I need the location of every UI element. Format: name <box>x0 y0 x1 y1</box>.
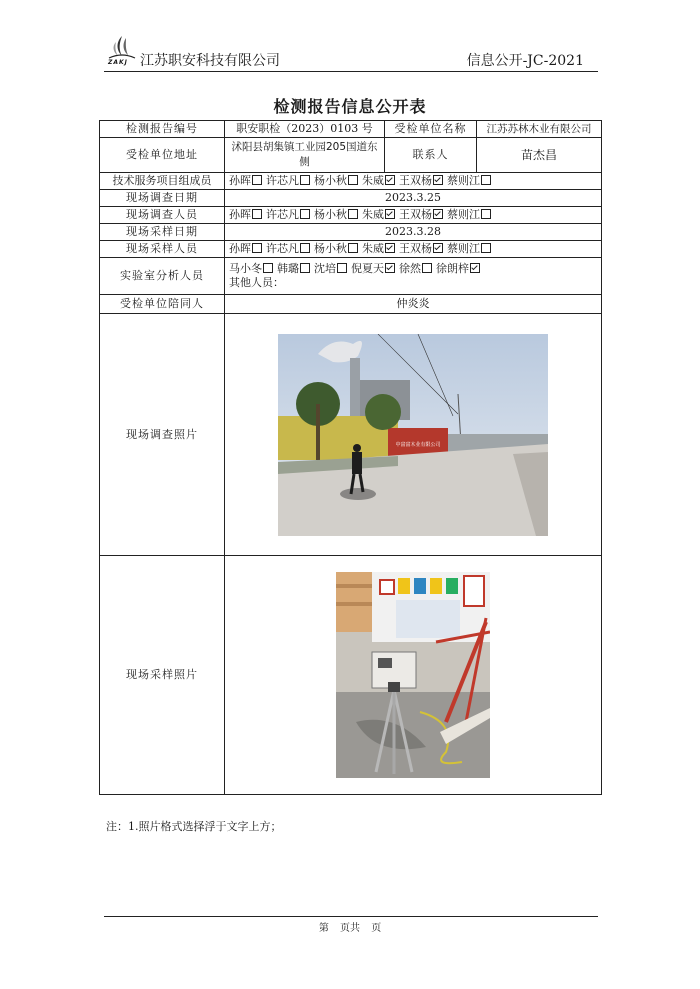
value-report-no: 职安职检（2023）0103 号 <box>225 121 385 138</box>
member-entry <box>229 208 262 221</box>
member-entry <box>266 174 310 187</box>
row-sampling-date <box>100 224 602 241</box>
member-name: 蔡则江 <box>447 242 480 255</box>
footer-page-unit: 页共 <box>340 923 360 934</box>
member-name: 马小冬 <box>229 262 262 275</box>
row-survey-photo <box>100 314 602 556</box>
value-escort: 仲炎炎 <box>225 295 602 314</box>
label-tech-team: 技术服务项目组成员 <box>100 173 225 190</box>
checkbox-empty-icon <box>300 175 310 185</box>
label-lab-staff: 实验室分析人员 <box>100 258 225 295</box>
checkbox-empty-icon <box>252 243 262 253</box>
member-entry <box>436 262 480 275</box>
label-escort: 受检单位陪同人 <box>100 295 225 314</box>
survey-photo <box>278 334 548 536</box>
checkbox-empty-icon <box>300 209 310 219</box>
footer-total-unit: 页 <box>371 923 382 934</box>
checkbox-empty-icon <box>348 243 358 253</box>
checkbox-empty-icon <box>348 209 358 219</box>
lab-staff-cell <box>225 258 602 295</box>
row-report-no <box>100 121 602 138</box>
survey-photo-cell <box>225 314 602 556</box>
checkbox-checked-icon <box>433 209 443 219</box>
page-title: 检测报告信息公开表 <box>273 97 427 116</box>
member-name: 许芯凡 <box>266 208 299 221</box>
checkbox-empty-icon <box>263 263 273 273</box>
row-survey-date <box>100 190 602 207</box>
member-name: 杨小秋 <box>314 242 347 255</box>
member-name: 杨小秋 <box>314 174 347 187</box>
member-entry <box>399 208 443 221</box>
page-footer <box>0 919 700 934</box>
tech-team-members <box>225 173 602 190</box>
sampling-photo-cell <box>225 556 602 795</box>
member-entry <box>447 208 491 221</box>
row-lab-staff <box>100 258 602 295</box>
member-name: 徐朗梓 <box>436 262 469 275</box>
member-name: 蔡则江 <box>447 174 480 187</box>
member-entry <box>314 242 358 255</box>
member-entry <box>399 262 432 275</box>
member-name: 孙晖 <box>229 208 251 221</box>
footer-divider <box>104 916 598 917</box>
checkbox-empty-icon <box>481 209 491 219</box>
checkbox-checked-icon <box>470 263 480 273</box>
member-name: 徐然 <box>399 262 421 275</box>
member-name: 孙晖 <box>229 242 251 255</box>
document-code: 信息公开-JC-2021 <box>466 53 584 69</box>
member-name: 蔡则江 <box>447 208 480 221</box>
member-entry <box>314 174 358 187</box>
member-entry <box>314 208 358 221</box>
sampling-photo <box>336 572 490 778</box>
label-report-no: 检测报告编号 <box>100 121 225 138</box>
checkbox-empty-icon <box>348 175 358 185</box>
member-name: 朱威 <box>362 242 384 255</box>
value-contact: 苗杰昌 <box>477 138 602 173</box>
member-entry <box>229 174 262 187</box>
row-escort <box>100 295 602 314</box>
label-sampling-date: 现场采样日期 <box>100 224 225 241</box>
label-sampling-photo: 现场采样照片 <box>100 556 225 795</box>
member-entry <box>447 174 491 187</box>
member-entry <box>229 262 273 275</box>
member-name: 韩璐 <box>277 262 299 275</box>
checkbox-checked-icon <box>385 263 395 273</box>
row-sampling-staff <box>100 241 602 258</box>
member-entry <box>314 262 347 275</box>
checkbox-checked-icon <box>433 175 443 185</box>
member-entry <box>362 208 395 221</box>
row-sampling-photo <box>100 556 602 795</box>
label-address: 受检单位地址 <box>100 138 225 173</box>
member-name: 孙晖 <box>229 174 251 187</box>
member-name: 王双杨 <box>399 242 432 255</box>
factory-sign-text: 中富富木业有限公司 <box>395 441 441 448</box>
label-contact: 联系人 <box>385 138 477 173</box>
checkbox-empty-icon <box>481 175 491 185</box>
member-name: 王双杨 <box>399 174 432 187</box>
company-name: 江苏职安科技有限公司 <box>140 53 280 69</box>
report-table <box>99 120 602 795</box>
row-tech-team <box>100 173 602 190</box>
checkbox-empty-icon <box>481 243 491 253</box>
page-header <box>104 32 598 72</box>
survey-staff-members <box>225 207 602 224</box>
footnote: 注：1.照片格式选择浮于文字上方； <box>106 820 282 833</box>
checkbox-checked-icon <box>385 209 395 219</box>
checkbox-checked-icon <box>433 243 443 253</box>
label-survey-date: 现场调查日期 <box>100 190 225 207</box>
checkbox-checked-icon <box>385 175 395 185</box>
member-entry <box>362 174 395 187</box>
checkbox-empty-icon <box>337 263 347 273</box>
member-name: 许芯凡 <box>266 174 299 187</box>
header-divider <box>104 71 598 72</box>
member-entry <box>266 242 310 255</box>
label-survey-photo: 现场调查照片 <box>100 314 225 556</box>
member-name: 倪夏天 <box>351 262 384 275</box>
member-entry <box>266 208 310 221</box>
row-address <box>100 138 602 173</box>
label-survey-staff: 现场调查人员 <box>100 207 225 224</box>
label-unit-name: 受检单位名称 <box>385 121 477 138</box>
logo-text: ZAKJ <box>108 59 128 66</box>
checkbox-empty-icon <box>300 243 310 253</box>
lab-other-staff: 其他人员： <box>229 276 284 289</box>
value-address: 沭阳县胡集镇工业园205国道东侧 <box>225 138 385 173</box>
member-entry <box>351 262 395 275</box>
checkbox-empty-icon <box>252 209 262 219</box>
member-name: 朱威 <box>362 174 384 187</box>
label-sampling-staff: 现场采样人员 <box>100 241 225 258</box>
footer-page-label: 第 <box>318 923 329 934</box>
value-unit-name: 江苏苏林木业有限公司 <box>477 121 602 138</box>
lab-staff-members <box>229 262 597 276</box>
member-name: 朱威 <box>362 208 384 221</box>
member-entry <box>277 262 310 275</box>
member-entry <box>362 242 395 255</box>
value-survey-date: 2023.3.25 <box>225 190 602 207</box>
sampling-staff-members <box>225 241 602 258</box>
member-name: 王双杨 <box>399 208 432 221</box>
value-sampling-date: 2023.3.28 <box>225 224 602 241</box>
checkbox-empty-icon <box>300 263 310 273</box>
member-entry <box>229 242 262 255</box>
checkbox-empty-icon <box>252 175 262 185</box>
member-entry <box>399 242 443 255</box>
member-name: 许芯凡 <box>266 242 299 255</box>
row-survey-staff <box>100 207 602 224</box>
member-name: 沈培 <box>314 262 336 275</box>
checkbox-checked-icon <box>385 243 395 253</box>
member-entry <box>399 174 443 187</box>
member-name: 杨小秋 <box>314 208 347 221</box>
member-entry <box>447 242 491 255</box>
checkbox-empty-icon <box>422 263 432 273</box>
